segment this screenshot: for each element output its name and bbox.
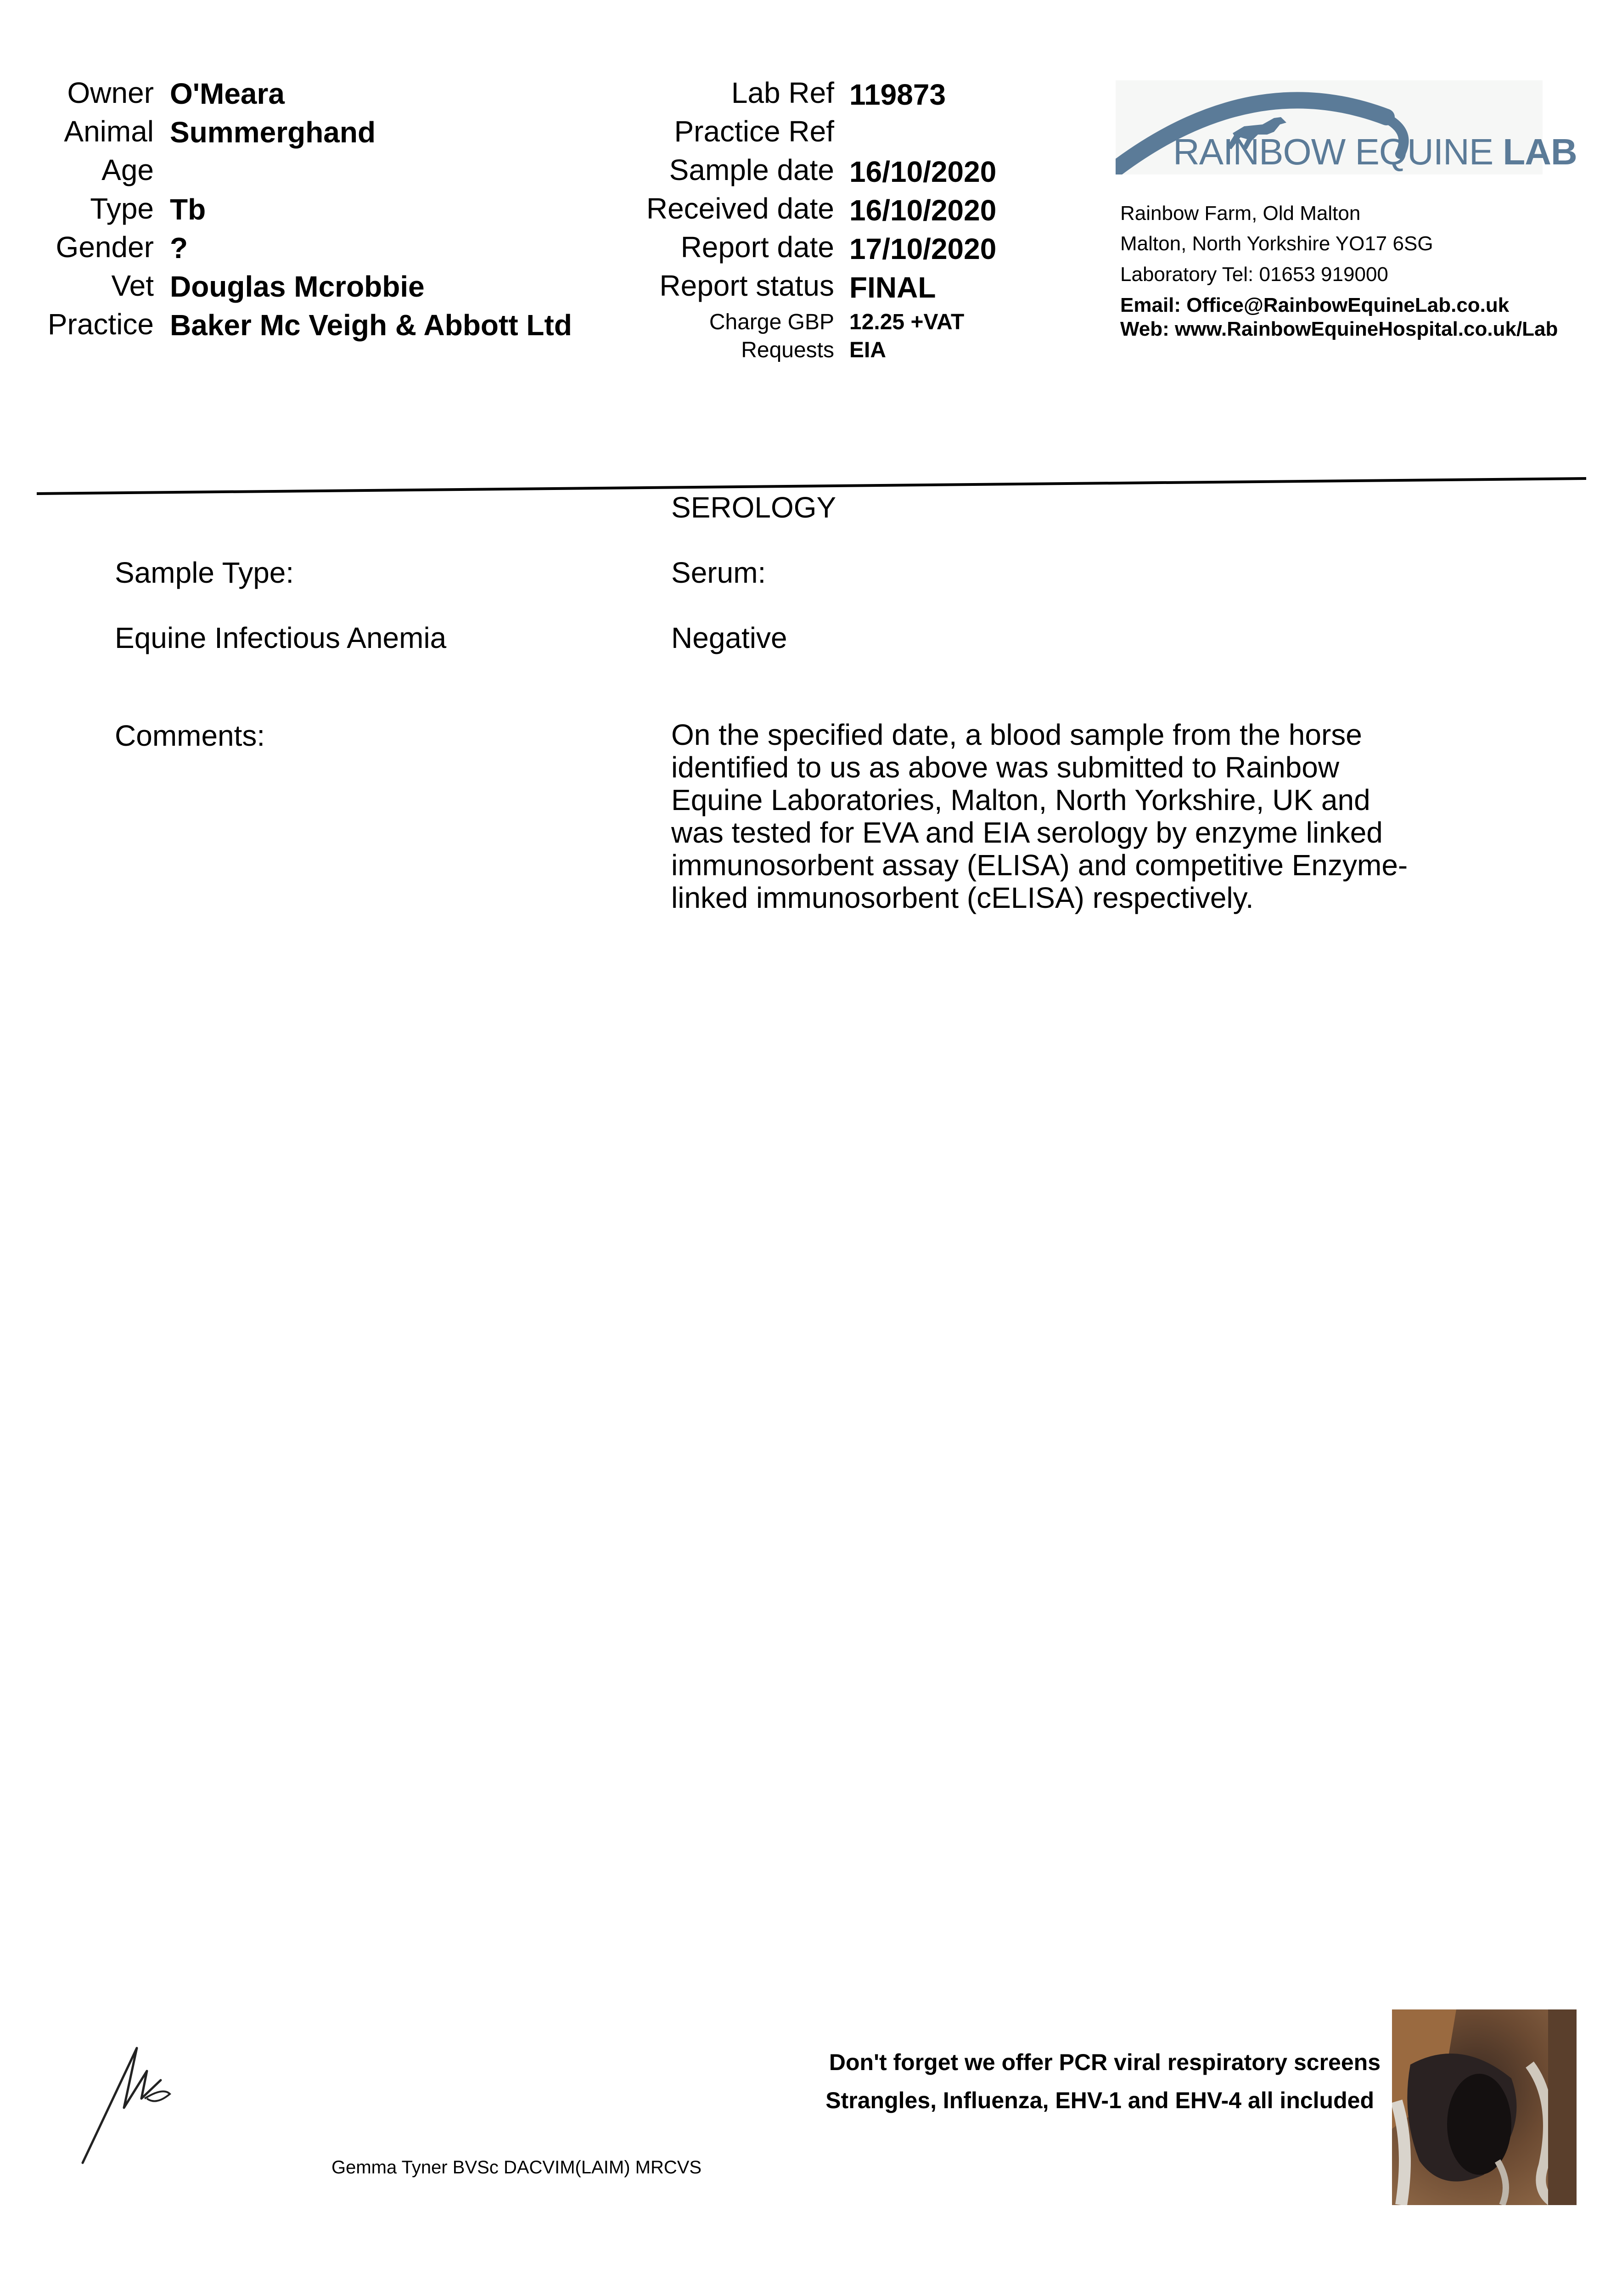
lab-address-line2: Malton, North Yorkshire YO17 6SG [1120, 232, 1433, 255]
logo-wordmark-light: RAINBOW EQUINE [1173, 131, 1503, 172]
test-name: Equine Infectious Anemia [115, 621, 447, 654]
report-date-value: 17/10/2020 [849, 232, 997, 265]
requests-label: Requests [741, 338, 834, 362]
charge-label: Charge GBP [709, 310, 834, 334]
logo-wordmark-bold: LAB [1503, 131, 1577, 172]
practice-value: Baker Mc Veigh & Abbott Ltd [170, 309, 572, 342]
requests-value: EIA [849, 338, 887, 362]
horse-nose-photo [1392, 2009, 1577, 2205]
report-status-label: Report status [659, 269, 834, 302]
gender-label: Gender [56, 231, 154, 264]
sample-type-value: Serum: [671, 556, 766, 589]
practice-label: Practice [47, 308, 154, 341]
logo-wordmark [1173, 131, 1577, 173]
lab-website: Web: www.RainbowEquineHospital.co.uk/Lab [1120, 318, 1558, 340]
lab-ref-label: Lab Ref [731, 76, 834, 109]
comments-label: Comments: [115, 719, 265, 752]
report-date-label: Report date [680, 231, 834, 264]
test-result: Negative [671, 621, 787, 654]
age-label: Age [101, 153, 154, 186]
vet-value: Douglas Mcrobbie [170, 270, 425, 303]
type-label: Type [90, 192, 154, 225]
vet-label: Vet [111, 269, 154, 302]
section-title: SEROLOGY [671, 491, 836, 524]
comments-text: On the specified date, a blood sample from the horse identified to us as above was submitted to Rainbow Equine Laboratories, Malton, North Yorkshire, UK and was tested for EVA and EIA serology by enzyme linked immunosorbent assay (ELISA) and competitive Enzyme-linked immunosorbent (cELISA) respectively. [671, 718, 1408, 914]
received-date-label: Received date [646, 192, 834, 225]
promo-line-1: Don't forget we offer PCR viral respiratory screens [829, 2049, 1381, 2075]
sample-date-value: 16/10/2020 [849, 155, 997, 188]
sample-type-label: Sample Type: [115, 556, 294, 589]
owner-label: Owner [67, 76, 154, 109]
received-date-value: 16/10/2020 [849, 194, 997, 227]
lab-address-line1: Rainbow Farm, Old Malton [1120, 202, 1361, 225]
sample-date-label: Sample date [669, 153, 834, 186]
practice-ref-label: Practice Ref [674, 115, 834, 148]
lab-ref-value: 119873 [849, 78, 946, 111]
animal-value: Summerghand [170, 116, 376, 149]
signer-name: Gemma Tyner BVSc DACVIM(LAIM) MRCVS [331, 2157, 702, 2178]
type-value: Tb [170, 193, 206, 226]
promo-line-2: Strangles, Influenza, EHV-1 and EHV-4 all included [825, 2088, 1374, 2113]
signature-icon [78, 2043, 174, 2167]
owner-value: O'Meara [170, 77, 285, 110]
animal-label: Animal [64, 115, 154, 148]
lab-telephone: Laboratory Tel: 01653 919000 [1120, 263, 1388, 286]
charge-value: 12.25 +VAT [849, 310, 965, 334]
gender-value: ? [170, 231, 188, 264]
report-status-value: FINAL [849, 271, 936, 304]
lab-email: Email: Office@RainbowEquineLab.co.uk [1120, 294, 1510, 316]
